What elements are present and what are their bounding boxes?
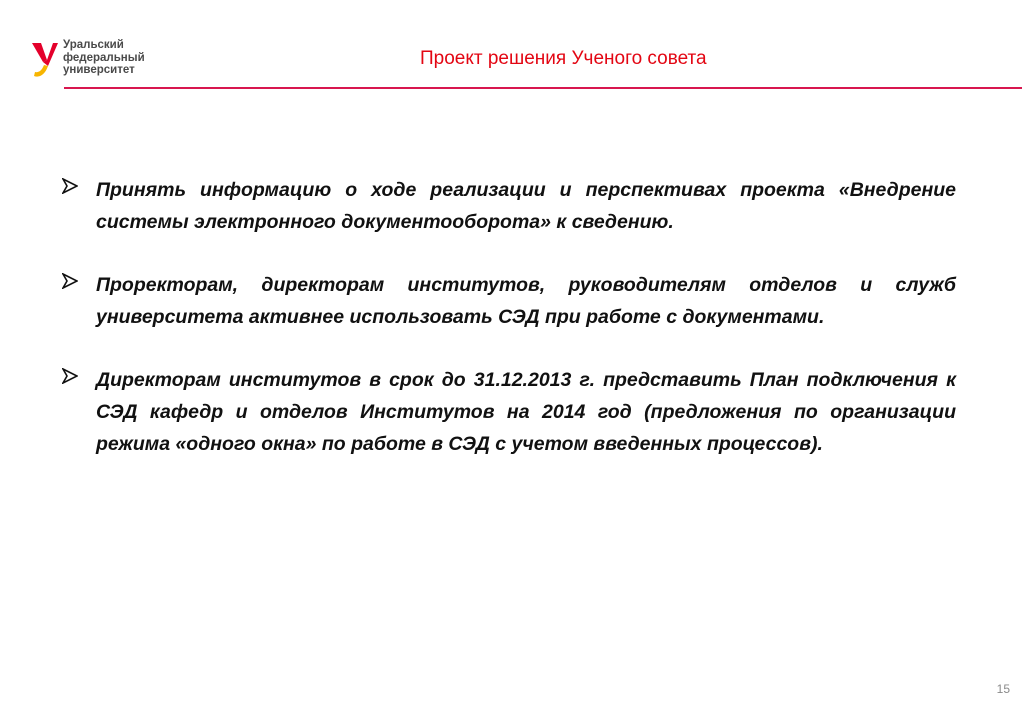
header-divider xyxy=(64,87,1022,89)
urfu-logo-icon xyxy=(30,38,60,82)
logo-line-3: университет xyxy=(63,64,135,76)
list-item xyxy=(60,269,956,333)
logo-line-1: Уральский xyxy=(63,39,124,51)
list-item-text: Директорам институтов в срок до 31.12.2013 г. представить План подключения к СЭД кафедр и отделов Институтов на 2014 год (предложения по организации режима «одного окна» по работе в СЭД с учетом введенных процессов). xyxy=(96,369,956,455)
slide-title: Проект решения Ученого совета xyxy=(420,48,707,69)
arrow-bullet-icon xyxy=(62,273,78,289)
arrow-bullet-icon xyxy=(62,368,78,384)
page-number: 15 xyxy=(996,682,1010,696)
list-item xyxy=(60,174,956,238)
list-item xyxy=(60,364,956,460)
bullet-list xyxy=(60,174,956,491)
logo-line-2: федеральный xyxy=(63,51,145,64)
logo-wordmark xyxy=(63,39,145,77)
list-item-text: Проректорам, директорам институтов, руководителям отделов и служб университета активнее использовать СЭД при работе с документами. xyxy=(96,274,956,328)
list-item-text: Принять информацию о ходе реализации и перспективах проекта «Внедрение системы электронного документооборота» к сведению. xyxy=(96,179,956,233)
university-logo xyxy=(30,38,170,82)
arrow-bullet-icon xyxy=(62,178,78,194)
